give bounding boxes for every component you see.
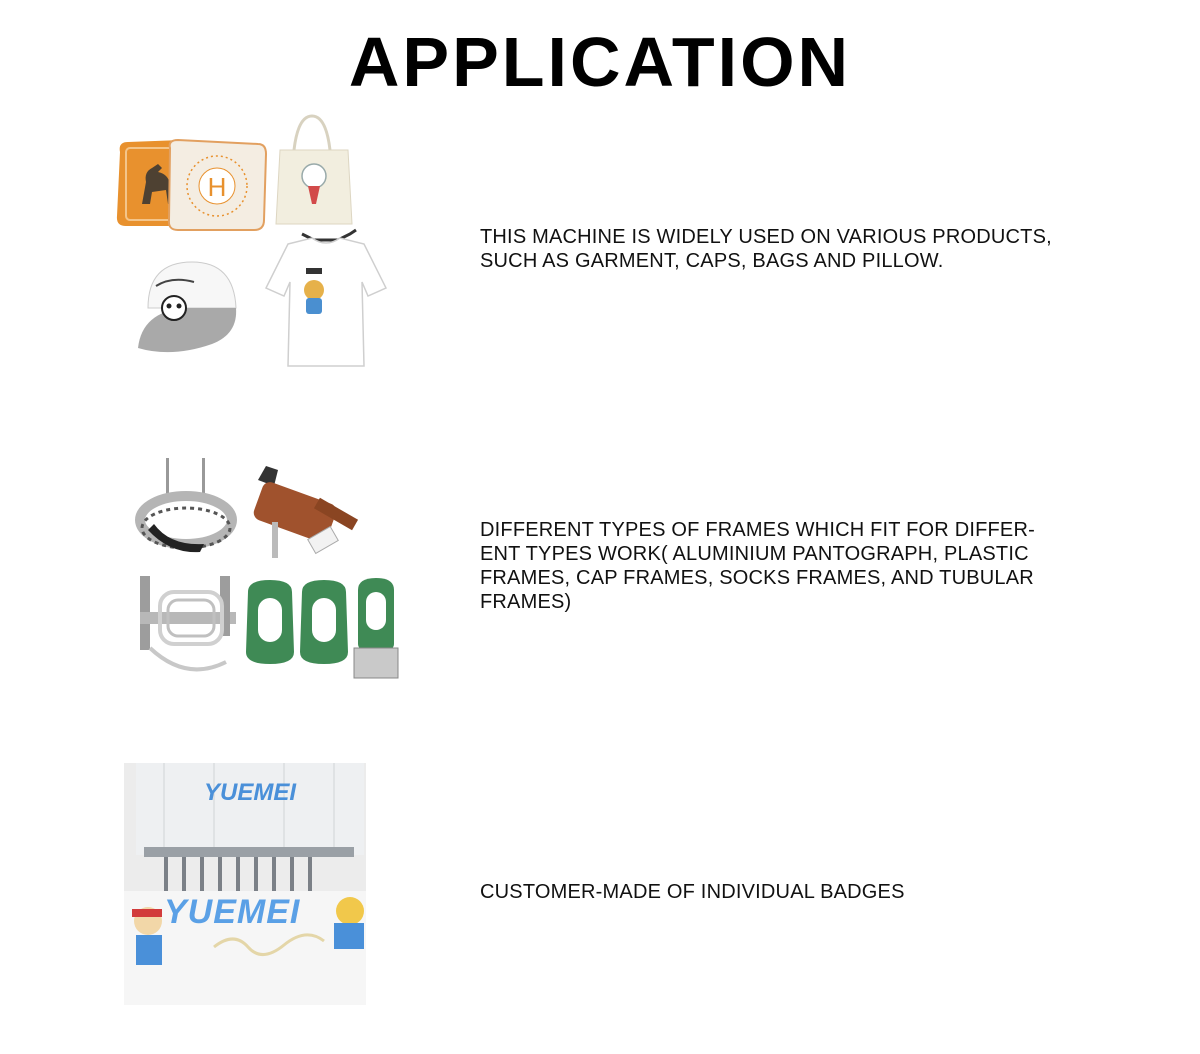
pantograph-frame-icon [140,576,236,669]
products-collage-image [112,112,402,374]
tshirt-icon [266,230,386,366]
cap-driver-icon [252,466,359,558]
cap-icon [138,262,236,352]
tote-bag-icon [276,116,352,224]
frames-description: DIFFERENT TYPES OF FRAMES WHICH FIT FOR DIFFER- ENT TYPES WORK( ALUMINIUM PANTOGRAPH, PLASTIC FRAMES, CAP FRAMES, SOCKS FRAMES, AND TUBULAR FRAMES) [480,519,1035,613]
green-tubular-frames-icon [246,578,398,678]
products-description: THIS MACHINE IS WIDELY USED ON VARIOUS PRODUCTS, SUCH AS GARMENT, CAPS, BAGS AND PILLOW. [480,226,1052,272]
embroidered-logo-text: YUEMEI [164,893,301,931]
machine-brand-logo: YUEMEI [204,779,297,806]
pillow-letter: H [207,172,227,202]
cap-frame-hoop-icon [140,458,232,552]
page-title: APPLICATION [348,23,852,101]
badges-description: CUSTOMER-MADE OF INDIVIDUAL BADGES [480,881,905,903]
frames-collage-image [130,452,402,690]
embroidery-machine-image [124,763,366,1005]
